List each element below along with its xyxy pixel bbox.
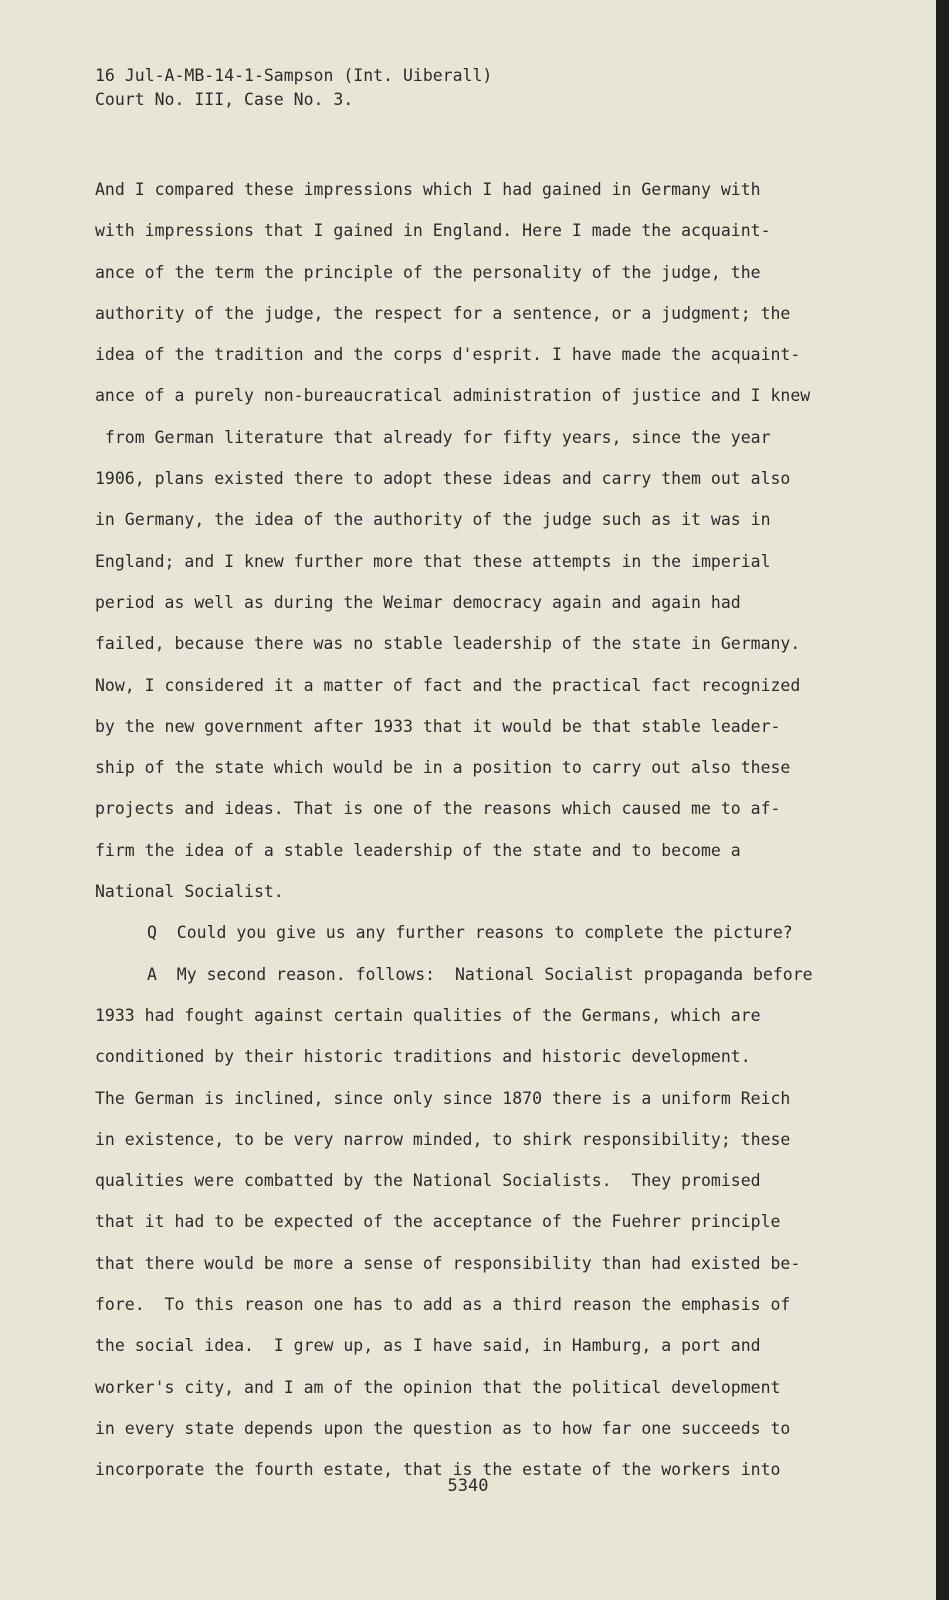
text-line: from German literature that already for fifty years, since the year [95, 427, 771, 447]
answer-line: A My second reason. follows: National Socialist propaganda before [147, 964, 813, 984]
text-line: firm the idea of a stable leadership of the state and to become a [95, 840, 741, 860]
text-line: in existence, to be very narrow minded, to shirk responsibility; these [95, 1129, 791, 1149]
text-line: projects and ideas. That is one of the reasons which caused me to af- [95, 799, 781, 819]
text-line: period as well as during the Weimar democracy again and again had [95, 592, 741, 612]
header-line-2: Court No. III, Case No. 3. [95, 90, 354, 109]
header-line-1: 16 Jul-A-MB-14-1-Sampson (Int. Uiberall) [95, 66, 493, 85]
text-line: in Germany, the idea of the authority of the judge such as it was in [95, 510, 771, 530]
text-line: ance of a purely non-bureaucratical administration of justice and I knew [95, 386, 811, 406]
text-line: ship of the state which would be in a position to carry out also these [95, 758, 791, 778]
text-line: National Socialist. [95, 882, 284, 902]
text-line: that it had to be expected of the acceptance of the Fuehrer principle [95, 1212, 781, 1232]
text-line: 1906, plans existed there to adopt these ideas and carry them out also [95, 469, 791, 489]
text-line: with impressions that I gained in England. Here I made the acquaint- [95, 221, 771, 241]
text-line: England; and I knew further more that these attempts in the imperial [95, 551, 771, 571]
text-line: conditioned by their historic traditions and historic development. [95, 1047, 751, 1067]
text-line: by the new government after 1933 that it would be that stable leader- [95, 716, 781, 736]
text-line: incorporate the fourth estate, that is the estate of the workers into [95, 1460, 781, 1480]
document-header [95, 64, 492, 112]
text-line: The German is inclined, since only since 1870 there is a uniform Reich [95, 1088, 791, 1108]
question-line: Q Could you give us any further reasons to complete the picture? [147, 923, 793, 943]
scan-edge [936, 0, 949, 1600]
text-line: that there would be more a sense of responsibility than had existed be- [95, 1253, 801, 1273]
text-line: qualities were combatted by the National Socialists. They promised [95, 1171, 761, 1191]
text-line: Now, I considered it a matter of fact and the practical fact recognized [95, 675, 801, 695]
text-line: failed, because there was no stable leadership of the state in Germany. [95, 634, 801, 654]
text-line: authority of the judge, the respect for a sentence, or a judgment; the [95, 303, 791, 323]
text-line: idea of the tradition and the corps d'esprit. I have made the acquaint- [95, 345, 801, 365]
text-line: worker's city, and I am of the opinion that the political development [95, 1377, 781, 1397]
text-line: in every state depends upon the question as to how far one succeeds to [95, 1418, 791, 1438]
text-line: the social idea. I grew up, as I have said, in Hamburg, a port and [95, 1336, 761, 1356]
text-line: fore. To this reason one has to add as a third reason the emphasis of [95, 1295, 791, 1315]
text-line: ance of the term the principle of the personality of the judge, the [95, 262, 761, 282]
transcript-body [95, 169, 855, 1491]
text-line: 1933 had fought against certain qualities of the Germans, which are [95, 1005, 761, 1025]
text-line: And I compared these impressions which I had gained in Germany with [95, 180, 761, 199]
page-number: 5340 [447, 1476, 489, 1496]
